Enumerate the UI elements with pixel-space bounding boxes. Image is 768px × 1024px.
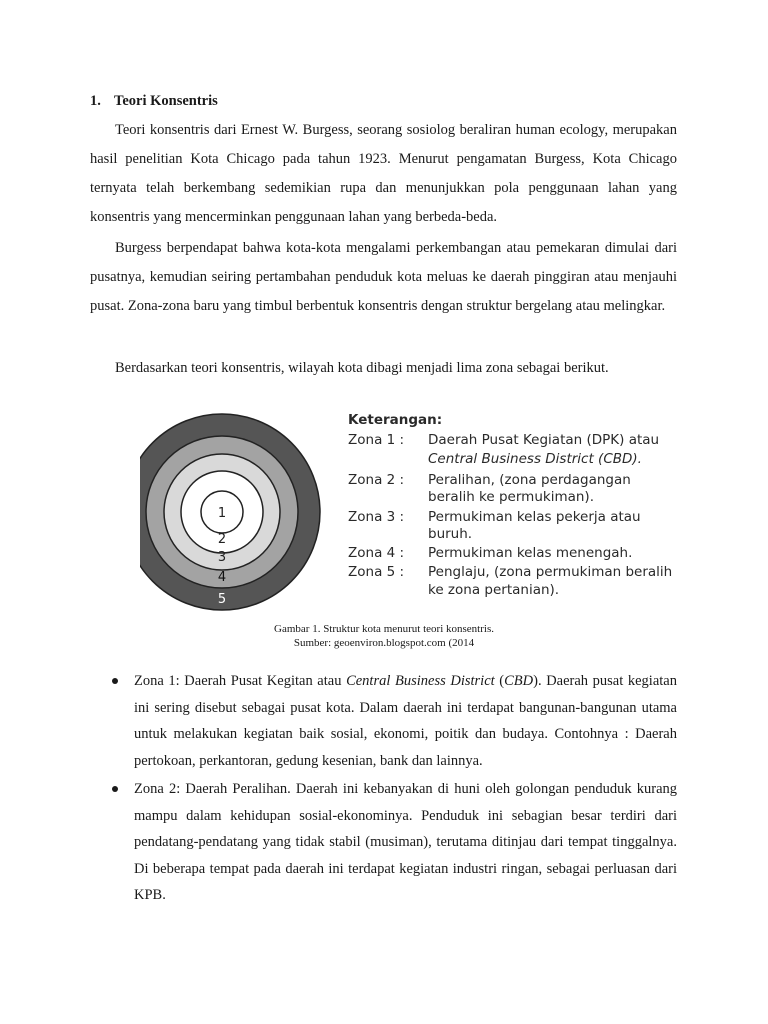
figure-caption: Gambar 1. Struktur kota menurut teori konsentris.	[274, 623, 494, 635]
legend-zone-4: Zona 4 :	[348, 545, 405, 561]
bullet-zone-1-part-a: Zona 1: Daerah Pusat Kegitan atau	[134, 673, 347, 689]
legend-zone-2-line-2: beralih ke permukiman).	[428, 489, 594, 505]
bullet-zone-1-italic-cbd-term: Central Business District	[346, 673, 495, 689]
legend-zone-5: Zona 5 :	[348, 564, 405, 580]
zone-3-label: 3	[217, 550, 227, 565]
legend-zone-2-line-1: Peralihan, (zona perdagangan	[428, 472, 631, 488]
zone-4-label: 4	[217, 570, 227, 585]
bullet-icon	[112, 678, 118, 684]
legend-zone-1-line-2: Central Business District (CBD).	[428, 451, 642, 467]
figure-svg	[140, 400, 680, 615]
legend-zone-1-line-1: Daerah Pusat Kegiatan (DPK) atau	[428, 432, 660, 448]
zone-1-label: 1	[217, 506, 227, 521]
bullet-zone-2-text: Zona 2: Daerah Peralihan. Daerah ini kebanyakan di huni oleh golongan penduduk kurang mampu dalam kehidupan sosial-ekonominya. Penduduk ini sebagian besar terdiri dari pendatang-pendatang yang tidak stabil (musiman), terutama ditinjau dari tempat tinggalnya. Di beberapa tempat pada daerah ini terdapat kegiatan industri ringan, sebagai perluasan dari KPB.	[134, 781, 677, 903]
zone-bullet-list	[110, 668, 677, 911]
section-heading	[90, 93, 218, 110]
zone-2-label: 2	[217, 532, 227, 547]
bullet-zone-1-text	[134, 668, 677, 774]
legend-zone-5-line-1: Penglaju, (zona permukiman beralih	[428, 564, 673, 580]
figure-source: Sumber: geoenviron.blogspot.com (2014	[293, 637, 475, 649]
legend-zone-3-line-1: Permukiman kelas pekerja atau	[428, 509, 641, 525]
legend-zone-1: Zona 1 :	[348, 432, 405, 448]
concentric-zone-figure	[140, 400, 680, 615]
list-item	[110, 668, 677, 774]
legend-title: Keterangan:	[348, 412, 443, 428]
bullet-icon	[112, 786, 118, 792]
heading-title: Teori Konsentris	[114, 93, 218, 109]
paragraph-3: Berdasarkan teori konsentris, wilayah kota dibagi menjadi lima zona sebagai berikut.	[115, 360, 609, 376]
legend-zone-2: Zona 2 :	[348, 472, 405, 488]
legend-zone-4-line-1: Permukiman kelas menengah.	[428, 545, 633, 561]
paragraph-2: Burgess berpendapat bahwa kota-kota mengalami perkembangan atau pemekaran dimulai dari pusatnya, kemudian seiring pertambahan penduduk kota meluas ke daerah pinggiran atau menjauhi pusat. Zona-zona baru yang timbul berbentuk konsentris dengan struktur bergelang atau melingkar.	[90, 240, 677, 314]
zone-5-label: 5	[217, 592, 227, 607]
paragraph-1: Teori konsentris dari Ernest W. Burgess, seorang sosiolog beraliran human ecology, merupakan hasil penelitian Kota Chicago pada tahun 1923. Menurut pengamatan Burgess, Kota Chicago ternyata telah berkembang sedemikian rupa dan menunjukkan pola penggunaan lahan yang konsentris yang mencerminkan penggunaan lahan yang berbeda-beda.	[90, 122, 677, 225]
legend-zone-5-line-2: ke zona pertanian).	[428, 582, 560, 598]
heading-number: 1.	[90, 93, 101, 109]
bullet-zone-1-part-b: (	[494, 673, 505, 689]
bullet-zone-1-italic-cbd: CBD	[504, 673, 534, 689]
legend-zone-3: Zona 3 :	[348, 509, 405, 525]
list-item	[110, 776, 677, 909]
bullet-zone-1-part-c: ). Daerah pusat kegiatan ini sering disebut sebagai pusat kota. Dalam daerah ini terdapat bangunan-bangunan utama untuk melakukan kegiatan baik sosial, ekonomi, poitik dan budaya. Contohnya : Daerah pertokoan, perkantoran, gedung kesenian, bank dan lainnya.	[134, 673, 677, 769]
legend-zone-3-line-2: buruh.	[428, 526, 473, 542]
